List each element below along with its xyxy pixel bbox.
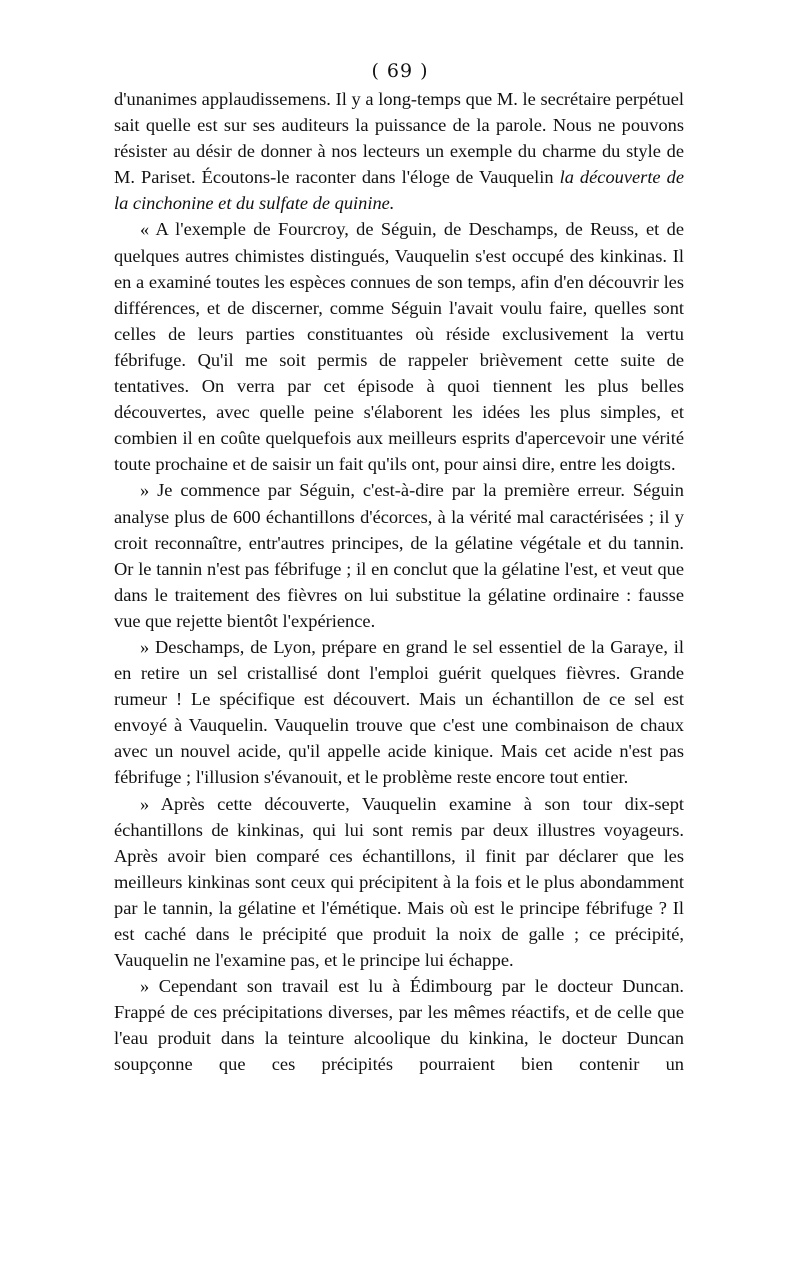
paragraph-3: » Je commence par Séguin, c'est-à-dire par la première erreur. Séguin analyse plus de 600 échantillons d'écorces, à la vérité mal caractérisées ; il y croit reconnaître, entr'autres principes, de la gélatine végétale et du tannin. Or le tannin n'est pas fébrifuge ; il en conclut que la gélatine l'est, et veut que dans le traitement des fièvres on lui substitue la gélatine ordinaire : fausse vue que rejette bientôt l'expérience. [114, 480, 684, 631]
body-text [114, 86, 684, 1078]
page-number: ( 69 ) [371, 60, 429, 82]
paragraph-1-text: d'unanimes applaudissemens. Il y a long-temps que M. le secrétaire perpétuel sait quelle est sur ses auditeurs la puissance de la parole. Nous ne pouvons résister au désir de donner à nos lecteurs un exemple du charme du style de M. Pariset. Écoutons-le raconter dans l'éloge de Vauquelin [114, 89, 684, 188]
paragraph-1-italic-title: la découverte de la cinchonine et du sulfate de quinine. [114, 167, 684, 214]
paragraph-1 [114, 86, 684, 216]
paragraph-4: » Deschamps, de Lyon, prépare en grand le sel essentiel de la Garaye, il en retire un sel cristallisé dont l'emploi guérit quelques fièvres. Grande rumeur ! Le spécifique est découvert. Mais un échantillon de ce sel est envoyé à Vauquelin. Vauquelin trouve que c'est une combinaison de chaux avec un nouvel acide, qu'il appelle acide kinique. Mais cet acide n'est pas fébrifuge ; l'illusion s'évanouit, et le problème reste encore tout entier. [114, 636, 684, 788]
paragraph-2: « A l'exemple de Fourcroy, de Séguin, de Deschamps, de Reuss, et de quelques autres chimistes distingués, Vauquelin s'est occupé des kinkinas. Il en a examiné toutes les espèces connues de son temps, afin d'en découvrir les différences, et de discerner, comme Séguin l'avait voulu faire, quelles sont celles de leurs parties constituantes où réside exclusivement la vertu fébrifuge. Qu'il me soit permis de rappeler brièvement cette suite de tentatives. On verra par cet épisode à quoi tiennent les plus belles découvertes, avec quelle peine s'élaborent les idées les plus simples, et combien il en coûte quelquefois aux meilleurs esprits d'apercevoir une vérité toute prochaine et de saisir un fait qu'ils ont, pour ainsi dire, entre les doigts. [114, 219, 684, 475]
paragraph-6: » Cependant son travail est lu à Édimbourg par le docteur Duncan. Frappé de ces précipitations diverses, par les mêmes réactifs, et de celle que l'eau produit dans la teinture alcoolique du kinkina, le docteur Duncan soupçonne que ces précipités pourraient bien contenir un [114, 976, 684, 1075]
paragraph-5: » Après cette découverte, Vauquelin examine à son tour dix-sept échantillons de kinkinas, qui lui sont remis par deux illustres voyageurs. Après avoir bien comparé ces échantillons, il finit par déclarer que les meilleurs kinkinas sont ceux qui précipitent à la fois et le plus abondamment par le tannin, la gélatine et l'émétique. Mais où est le principe fébrifuge ? Il est caché dans le précipité que produit la noix de galle ; ce précipité, Vauquelin ne l'examine pas, et le principe lui échappe. [114, 793, 684, 971]
